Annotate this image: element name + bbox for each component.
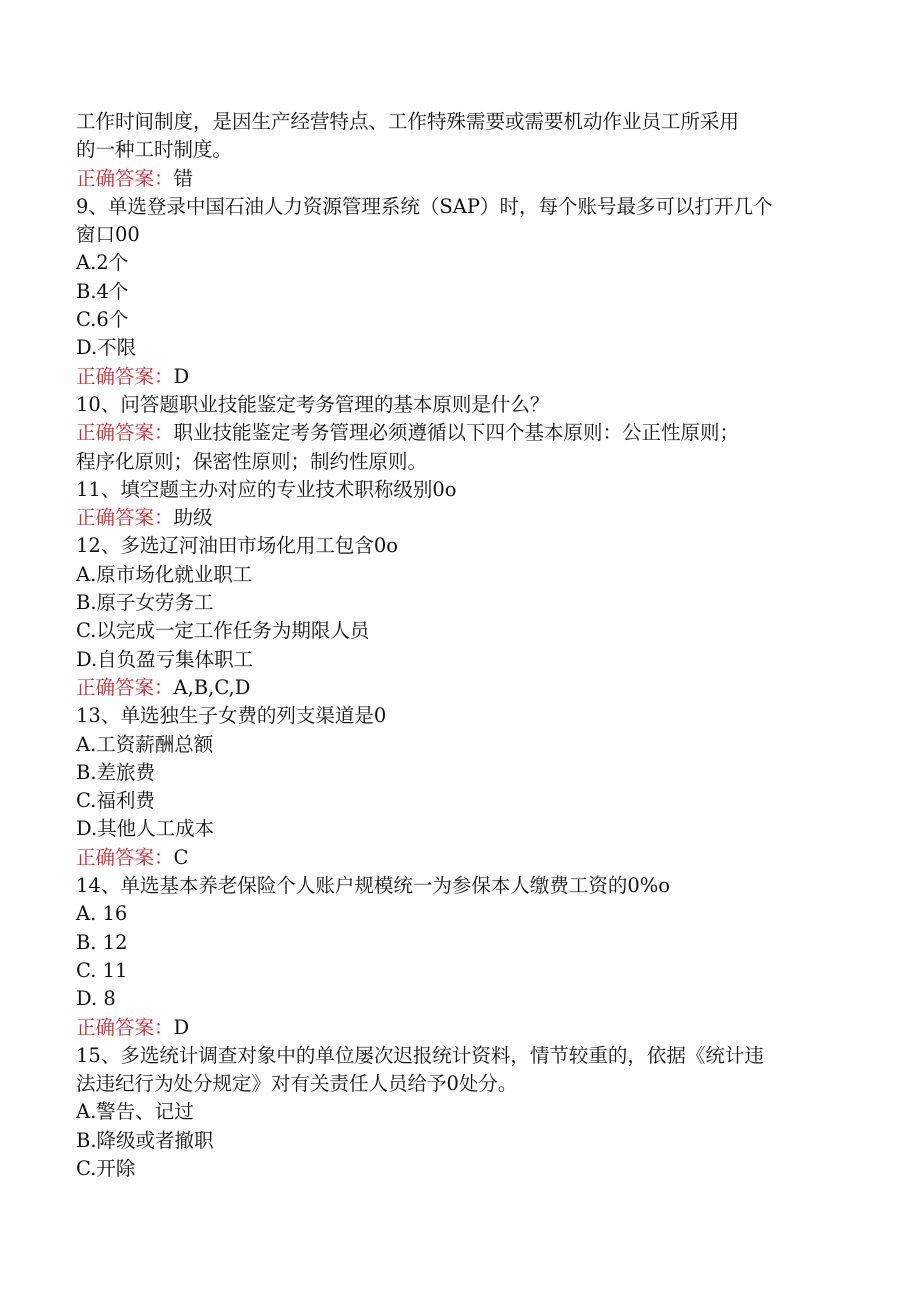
q11-question: 11、填空题主办对应的专业技术职称级别0o [76, 477, 457, 501]
q12-answer [76, 674, 836, 702]
q13-option-c: C.福利费 [76, 789, 155, 813]
answer-label: 正确答案： [76, 421, 174, 445]
q13-option-b: B.差旅费 [76, 760, 156, 784]
answer-value: 职业技能鉴定考务管理必须遵循以下四个基本原则：公正性原则； [173, 421, 740, 445]
q14-option-d: D. 8 [76, 987, 116, 1011]
q8-answer [76, 165, 836, 193]
q14-option-b: B. 12 [76, 930, 128, 954]
answer-value: A,B,C,D [173, 675, 251, 699]
q11-answer [76, 504, 836, 532]
answer-value: D [173, 1015, 190, 1039]
answer-label: 正确答案： [76, 1015, 174, 1039]
answer-label: 正确答案： [76, 364, 174, 388]
q14-option-c: C. 11 [76, 958, 128, 982]
q9-option-b: B.4个 [76, 279, 129, 303]
q9-answer [76, 363, 836, 391]
q14-answer [76, 1014, 836, 1042]
q12-option-a: A.原市场化就业职工 [76, 562, 253, 586]
q15-line-1: 15、多选统计调查对象中的单位屡次迟报统计资料，情节较重的，依据《统计违 [76, 1043, 764, 1067]
q9-option-d: D.不限 [76, 336, 137, 360]
q15-line-2: 法违纪行为处分规定》对有关责任人员给予0处分。 [76, 1072, 518, 1096]
intro-line-2: 的一种工时制度。 [76, 138, 233, 162]
answer-label: 正确答案： [76, 845, 174, 869]
q12-option-d: D.自负盈亏集体职工 [76, 647, 254, 671]
q13-option-a: A.工资薪酬总额 [76, 732, 214, 756]
answer-value: 错 [173, 166, 194, 190]
q9-line-2: 窗口00 [76, 223, 140, 247]
q13-answer [76, 844, 836, 872]
document-page [76, 108, 836, 1183]
answer-label: 正确答案： [76, 675, 174, 699]
q9-line-1: 9、单选登录中国石油人力资源管理系统（SAP）时，每个账号最多可以打开几个 [76, 194, 773, 218]
q9-option-c: C.6个 [76, 308, 129, 332]
q15-option-c: C.开除 [76, 1156, 136, 1180]
answer-label: 正确答案： [76, 166, 174, 190]
answer-value: 助级 [173, 506, 213, 530]
q14-option-a: A. 16 [76, 902, 128, 926]
q10-answer-line-2: 程序化原则；保密性原则；制约性原则。 [76, 449, 428, 473]
q13-option-d: D.其他人工成本 [76, 817, 215, 841]
q12-option-c: C.以完成一定工作任务为期限人员 [76, 619, 370, 643]
q14-question: 14、单选基本养老保险个人账户规模统一为参保本人缴费工资的0%o [76, 874, 670, 898]
answer-value: C [173, 845, 189, 869]
answer-value: D [173, 364, 190, 388]
q10-question: 10、问答题职业技能鉴定考务管理的基本原则是什么？ [76, 392, 550, 416]
q13-question: 13、单选独生子女费的列支渠道是0 [76, 704, 387, 728]
q12-option-b: B.原子女劳务工 [76, 591, 214, 615]
intro-line-1: 工作时间制度，是因生产经营特点、工作特殊需要或需要机动作业员工所采用 [76, 110, 740, 133]
q15-option-b: B.降级或者撤职 [76, 1128, 214, 1152]
answer-label: 正确答案： [76, 506, 174, 530]
q10-answer [76, 419, 836, 447]
q12-question: 12、多选辽河油田市场化用工包含0o [76, 534, 398, 558]
q15-option-a: A.警告、记过 [76, 1100, 194, 1124]
q9-option-a: A.2个 [76, 251, 129, 275]
